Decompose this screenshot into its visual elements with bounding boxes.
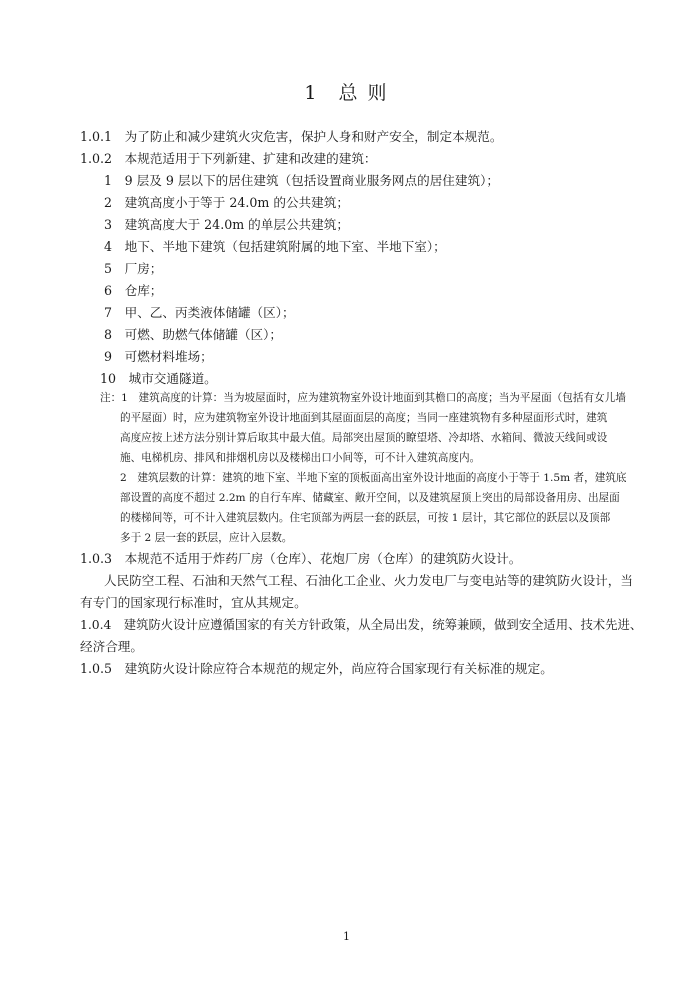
clause-1-0-3: 1.0.3 本规范不适用于炸药厂房（仓库）、花炮厂房（仓库）的建筑防火设计。 — [80, 551, 522, 566]
note-1-line-1: 注：1 建筑高度的计算：当为坡屋面时，应为建筑物室外设计地面到其檐口的高度；当为平屋面（包括有女儿墙 — [100, 392, 626, 404]
chapter-title — [0, 78, 693, 105]
note-1-line-4: 施、电梯机房、排风和排烟机房以及楼梯出口小间等，可不计入建筑高度内。 — [120, 452, 481, 464]
clause-1-0-1: 1.0.1 为了防止和减少建筑火灾危害，保护人身和财产安全，制定本规范。 — [80, 129, 503, 144]
list-item-9: 9 可燃材料堆场； — [104, 349, 213, 364]
list-item-3: 3 建筑高度大于 24.0m 的单层公共建筑； — [104, 217, 349, 232]
list-item-6: 6 仓库； — [104, 283, 163, 298]
clause-1-0-3-para-line-1: 人民防空工程、石油和天然气工程、石油化工企业、火力发电厂与变电站等的建筑防火设计，当 — [104, 573, 633, 588]
note-1-line-3: 高度应按上述方法分别计算后取其中最大值。局部突出屋顶的瞭望塔、冷却塔、水箱间、微波天线间或设 — [120, 432, 608, 444]
list-item-7: 7 甲、乙、丙类液体储罐（区）； — [104, 305, 295, 320]
note-2-line-4: 多于 2 层一套的跃层，应计入层数。 — [120, 532, 293, 544]
clause-1-0-5: 1.0.5 建筑防火设计除应符合本规范的规定外，尚应符合国家现行有关标准的规定。 — [80, 661, 553, 676]
clause-1-0-2: 1.0.2 本规范适用于下列新建、扩建和改建的建筑： — [80, 151, 377, 166]
note-1-line-2: 的平屋面）时，应为建筑物室外设计地面到其屋面面层的高度；当同一座建筑物有多种屋面形式时，建筑 — [120, 412, 608, 424]
page-number: 1 — [343, 930, 350, 943]
clause-1-0-4: 1.0.4 建筑防火设计应遵循国家的有关方针政策，从全局出发，统筹兼顾，做到安全适用、技术先进、 — [80, 618, 643, 632]
note-2-line-2: 部设置的高度不超过 2.2m 的自行车库、储藏室、敞开空间，以及建筑屋顶上突出的局部设备用房、出屋面 — [120, 492, 620, 504]
clause-1-0-4-line-2: 经济合理。 — [80, 639, 143, 654]
chapter-title-text: 总 则 — [338, 82, 389, 104]
note-2-line-1: 2 建筑层数的计算：建筑的地下室、半地下室的顶板面高出室外设计地面的高度小于等于 1.5m 者，建筑底 — [120, 472, 627, 484]
list-item-5: 5 厂房； — [104, 261, 163, 276]
note-2-line-3: 的楼梯间等，可不计入建筑层数内。住宅顶部为两层一套的跃层，可按 1 层计，其它部位的跃层以及顶部 — [120, 512, 611, 524]
list-item-10: 10 城市交通隧道。 — [100, 371, 217, 386]
list-item-2: 2 建筑高度小于等于 24.0m 的公共建筑； — [104, 195, 349, 210]
chapter-number: 1 — [304, 82, 319, 104]
list-item-8: 8 可燃、助燃气体储罐（区）； — [104, 327, 283, 342]
list-item-1: 1 9 层及 9 层以下的居住建筑（包括设置商业服务网点的居住建筑）； — [104, 173, 499, 188]
list-item-4: 4 地下、半地下建筑（包括建筑附属的地下室、半地下室）； — [104, 239, 446, 254]
clause-1-0-3-para-line-2: 有专门的国家现行标准时，宜从其规定。 — [80, 595, 307, 610]
